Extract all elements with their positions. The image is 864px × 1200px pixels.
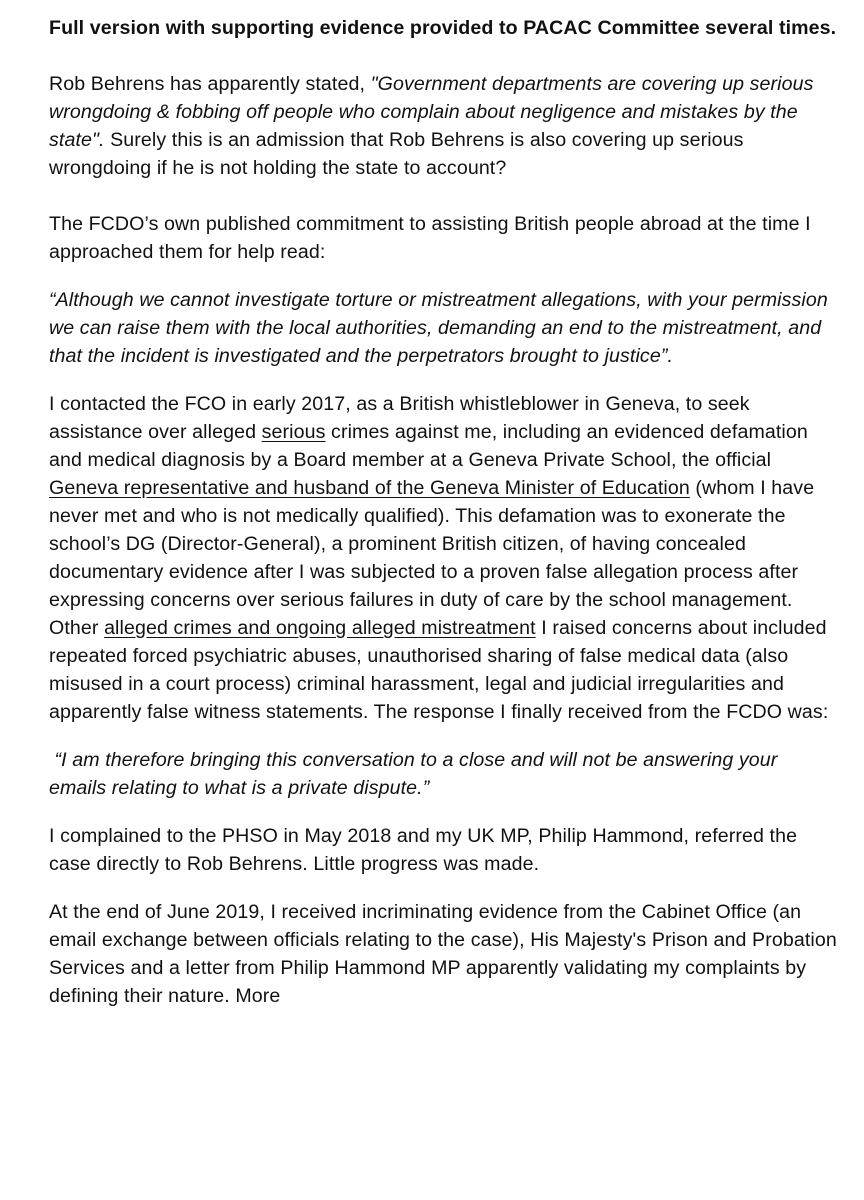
- paragraph-behrens-statement: [49, 70, 839, 182]
- quote-text: “Although we cannot investigate torture or mistreatment allegations, with your permission we can raise them with the local authorities, demanding an end to the mistreatment, and that the incident is investigated and the perpetrators brought to justice”.: [49, 289, 828, 367]
- fcdo-response-quote: [49, 746, 839, 802]
- quote-text: “I am therefore bringing this conversation to a close and will not be answering your emails relating to what is a private dispute.”: [49, 749, 783, 799]
- underlined-text: serious: [261, 421, 326, 443]
- paragraph-fcdo-commitment: The FCDO’s own published commitment to assisting British people abroad at the time I approached them for help read:: [49, 213, 811, 263]
- document-heading: Full version with supporting evidence provided to PACAC Committee several times.: [49, 17, 837, 39]
- paragraph-text: (whom I have never met and who is not medically qualified). This defamation was to exonerate the school’s DG (Director-General), a prominent British citizen, of having concealed documentary evidence after I was subjected to a proven false allegation process after expressing concerns over serious failures in duty of care by the school management. Other: [49, 477, 815, 639]
- underlined-text: alleged crimes and ongoing alleged mistreatment: [104, 617, 536, 639]
- behrens-quote: "Government departments are covering up serious wrongdoing & fobbing off people who complain about negligence and mistakes by the state".: [49, 73, 814, 151]
- paragraph-phso-complaint: I complained to the PHSO in May 2018 and my UK MP, Philip Hammond, referred the case directly to Rob Behrens. Little progress was made.: [49, 825, 798, 875]
- paragraph-text: Surely this is an admission that Rob Behrens is also covering up serious wrongdoing if he is not holding the state to account?: [49, 129, 744, 179]
- paragraph-text: I raised concerns about included repeated forced psychiatric abuses, unauthorised sharing of false medical data (also misused in a court process) criminal harassment, legal and judicial irregularities and apparently false witness statements. The response I finally received from the FCDO was:: [49, 617, 829, 723]
- paragraph-text: Rob Behrens has apparently stated,: [49, 73, 371, 95]
- paragraph-text: crimes against me, including an evidenced defamation and medical diagnosis by a Board member at a Geneva Private School, the official: [49, 421, 808, 471]
- underlined-text: Geneva representative and husband of the Geneva Minister of Education: [49, 477, 690, 499]
- paragraph-text: I contacted the FCO in early 2017, as a British whistleblower in Geneva, to seek assistance over alleged: [49, 393, 750, 443]
- paragraph-fco-contact: [49, 390, 839, 726]
- paragraph-cabinet-office-evidence: At the end of June 2019, I received incriminating evidence from the Cabinet Office (an email exchange between officials relating to the case), His Majesty's Prison and Probation Services and a letter from Philip Hammond MP apparently validating my complaints by defining their nature. More: [49, 901, 837, 1007]
- fcdo-commitment-quote: [49, 286, 839, 370]
- document-page: [49, 14, 839, 1010]
